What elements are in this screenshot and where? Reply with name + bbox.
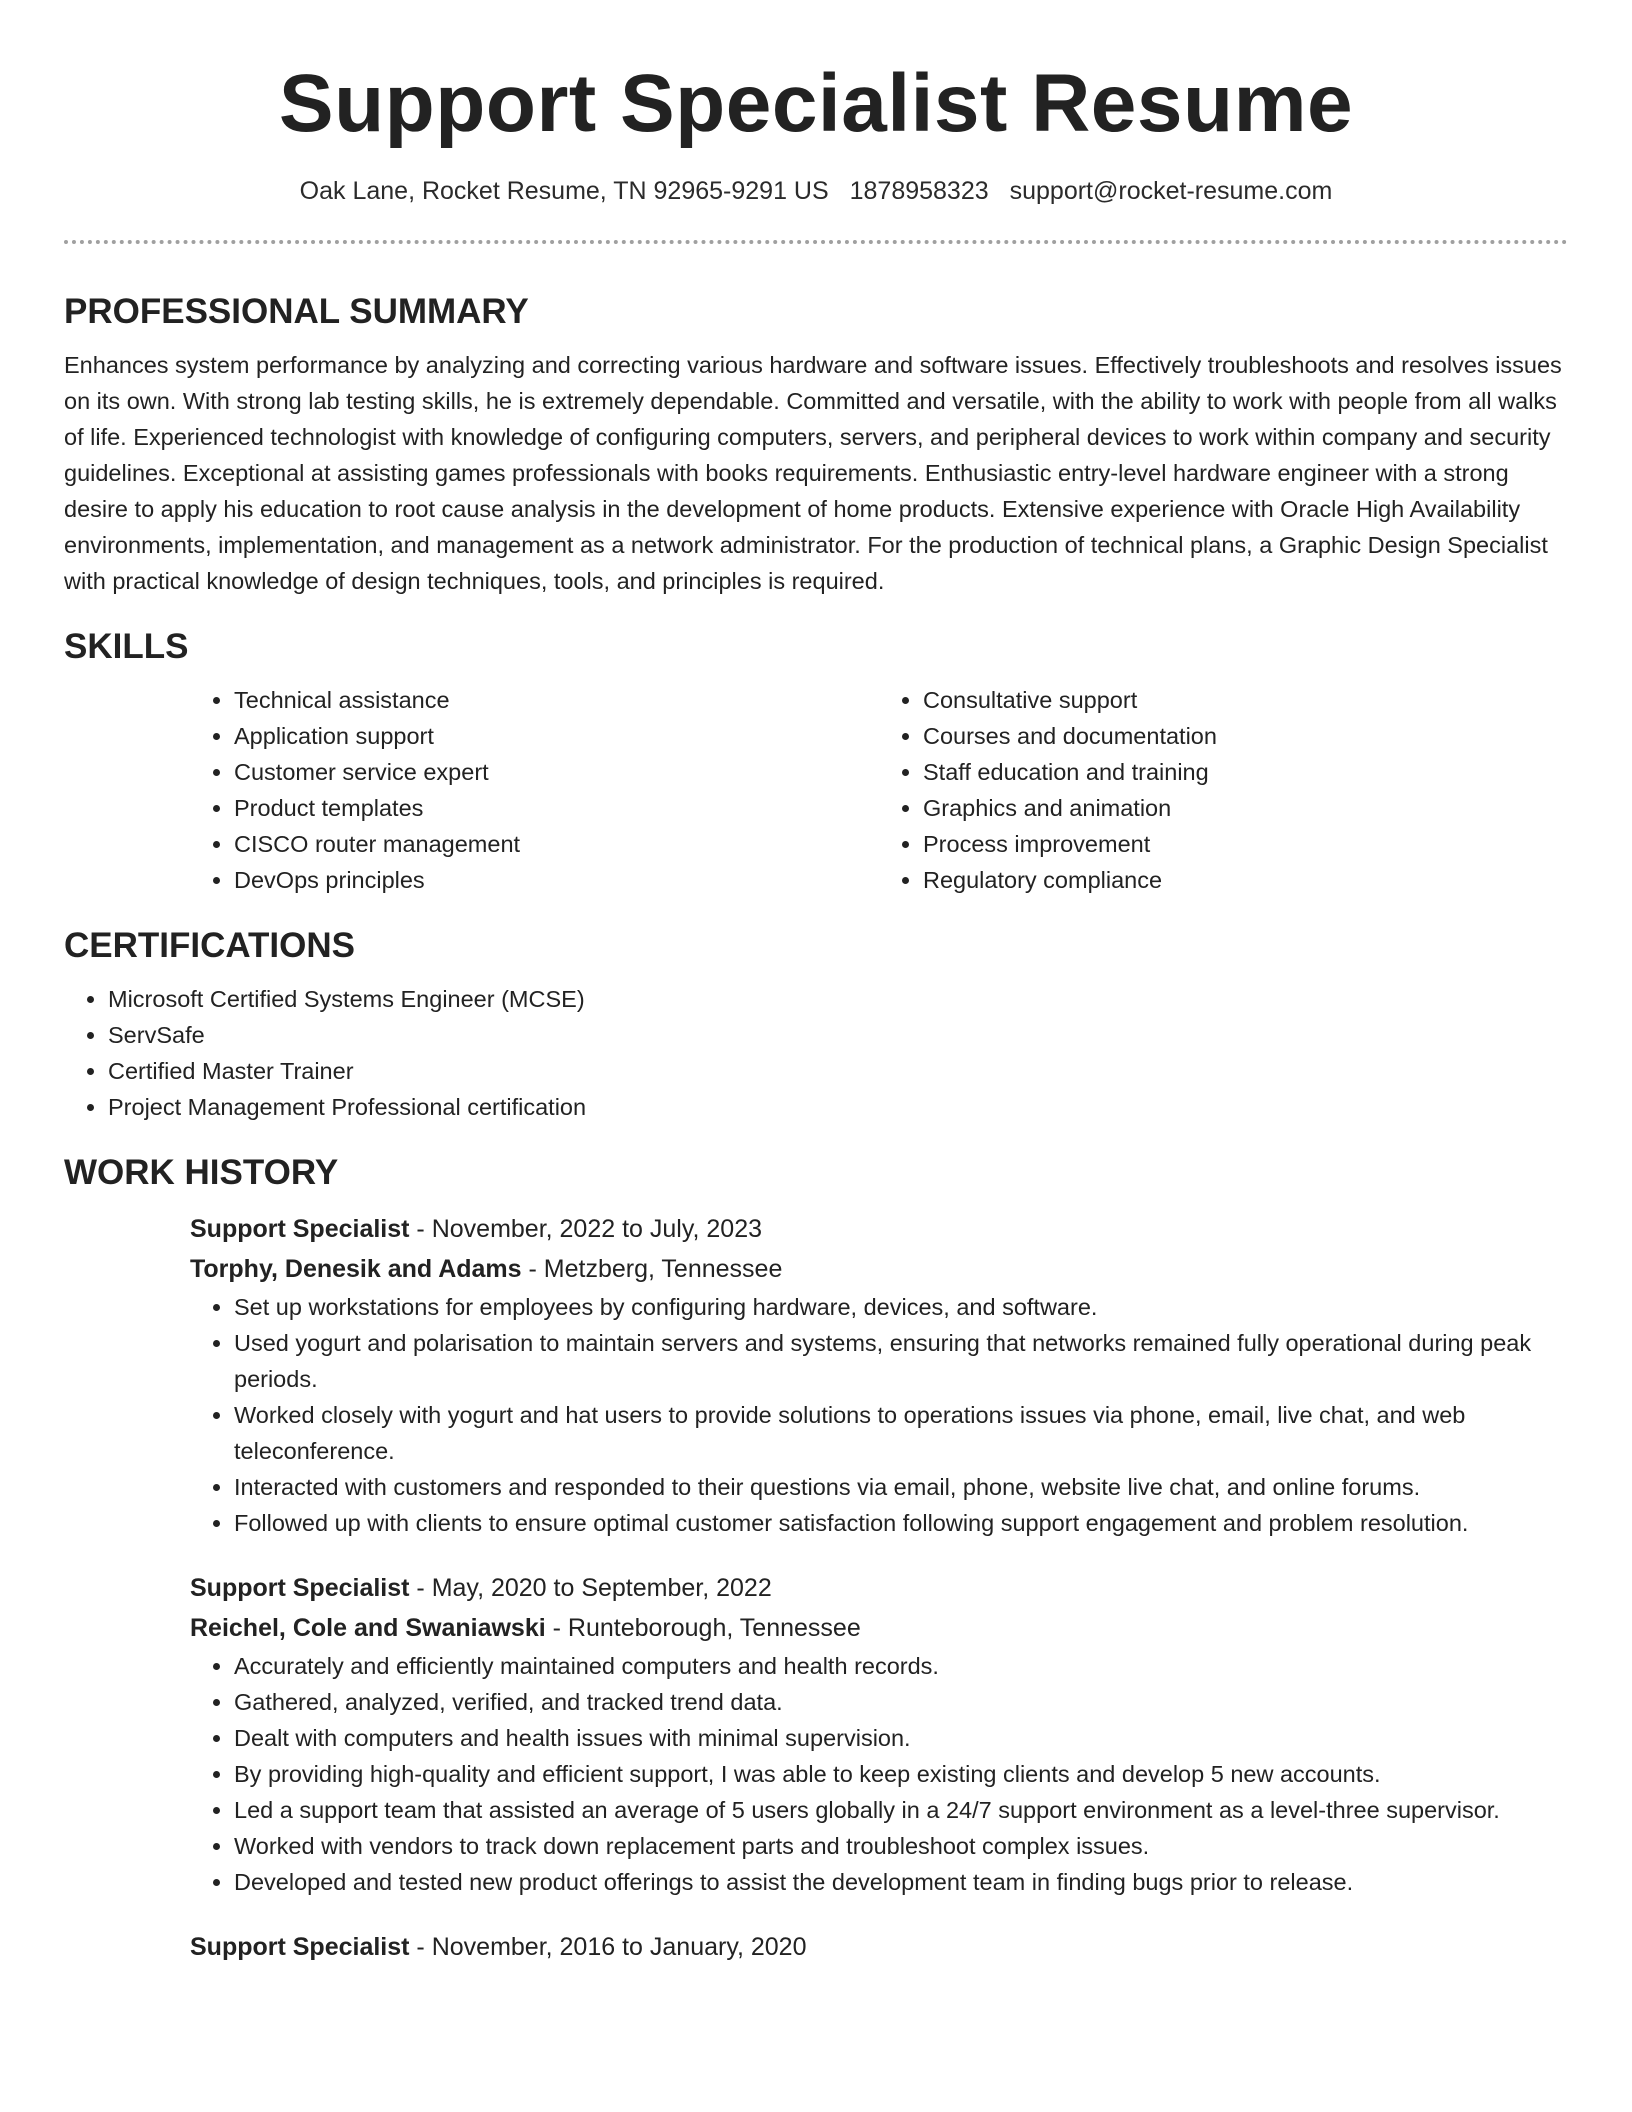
job-location: - Metzberg, Tennessee	[521, 1255, 783, 1283]
job-dates: - November, 2016 to January, 2020	[409, 1933, 807, 1961]
job-bullet: • Used yogurt and polarisation to maintain servers and systems, ensuring that networks remained fully operational during peak periods.	[234, 1325, 1568, 1397]
job-bullet: • Set up workstations for employees by configuring hardware, devices, and software.	[234, 1289, 1568, 1325]
header-divider	[64, 240, 1568, 244]
skills-columns	[190, 682, 1568, 898]
job-company-line	[190, 1249, 1568, 1289]
contact-phone: 1878958323	[849, 177, 989, 205]
skill-item: • Customer service expert	[234, 754, 879, 790]
skills-list-right	[879, 682, 1568, 898]
job-entry	[190, 1209, 1568, 1541]
skills-list-left	[190, 682, 879, 898]
resume-title: Support Specialist Resume	[278, 58, 1354, 149]
job-dates: - May, 2020 to September, 2022	[409, 1574, 772, 1602]
job-entry	[190, 1927, 1568, 1967]
certification-item: • Project Management Professional certification	[108, 1089, 1568, 1125]
job-bullet: • Worked with vendors to track down replacement parts and troubleshoot complex issues.	[234, 1828, 1568, 1864]
job-bullets	[190, 1289, 1568, 1541]
skill-item: • Regulatory compliance	[923, 862, 1568, 898]
job-bullet: • Gathered, analyzed, verified, and tracked trend data.	[234, 1684, 1568, 1720]
certifications-list	[64, 981, 1568, 1125]
job-bullet: • Led a support team that assisted an average of 5 users globally in a 24/7 support environment as a level-three supervisor.	[234, 1792, 1568, 1828]
job-bullets	[190, 1648, 1568, 1900]
job-bullet: • Interacted with customers and responded to their questions via email, phone, website live chat, and online forums.	[234, 1469, 1568, 1505]
job-company-line	[190, 1608, 1568, 1648]
contact-email: support@rocket-resume.com	[1009, 177, 1333, 205]
job-title-line	[190, 1927, 1568, 1967]
certification-item: • Microsoft Certified Systems Engineer (MCSE)	[108, 981, 1568, 1017]
job-bullet: • Dealt with computers and health issues with minimal supervision.	[234, 1720, 1568, 1756]
job-bullet: • Developed and tested new product offerings to assist the development team in finding bugs prior to release.	[234, 1864, 1568, 1900]
job-title: Support Specialist	[190, 1933, 410, 1961]
certification-item: • ServSafe	[108, 1017, 1568, 1053]
skill-item: • CISCO router management	[234, 826, 879, 862]
skill-item: • Application support	[234, 718, 879, 754]
skill-item: • DevOps principles	[234, 862, 879, 898]
job-entry	[190, 1568, 1568, 1900]
skill-item: • Graphics and animation	[923, 790, 1568, 826]
job-company: Reichel, Cole and Swaniawski	[190, 1614, 546, 1642]
summary-text: Enhances system performance by analyzing and correcting various hardware and software issues. Effectively troubleshoots and resolves issues on its own. With strong lab testing skills, he is extremely dependable. Committed and versatile, with the ability to work with people from all walks of life. Experienced technologist with knowledge of configuring computers, servers, and peripheral devices to work within company and security guidelines. Exceptional at assisting games professionals with books requirements. Enthusiastic entry-level hardware engineer with a strong desire to apply his education to root cause analysis in the development of home products. Extensive experience with Oracle High Availability environments, implementation, and management as a network administrator. For the production of technical plans, a Graphic Design Specialist with practical knowledge of design techniques, tools, and principles is required.	[64, 352, 1562, 594]
skill-item: • Courses and documentation	[923, 718, 1568, 754]
skill-item: • Process improvement	[923, 826, 1568, 862]
job-company: Torphy, Denesik and Adams	[190, 1255, 522, 1283]
contact-line	[64, 174, 1568, 208]
job-location: - Runteborough, Tennessee	[545, 1614, 861, 1642]
summary-heading: PROFESSIONAL SUMMARY	[64, 292, 529, 331]
job-bullet: • Accurately and efficiently maintained computers and health records.	[234, 1648, 1568, 1684]
skill-item: • Technical assistance	[234, 682, 879, 718]
contact-address: Oak Lane, Rocket Resume, TN 92965-9291 US	[299, 177, 829, 205]
certifications-heading: CERTIFICATIONS	[64, 926, 356, 965]
skill-item: • Staff education and training	[923, 754, 1568, 790]
job-title: Support Specialist	[190, 1215, 410, 1243]
job-title: Support Specialist	[190, 1574, 410, 1602]
job-title-line	[190, 1568, 1568, 1608]
job-bullet: • Worked closely with yogurt and hat users to provide solutions to operations issues via phone, email, live chat, and web teleconference.	[234, 1397, 1568, 1469]
skills-heading: SKILLS	[64, 627, 189, 666]
job-dates: - November, 2022 to July, 2023	[409, 1215, 762, 1243]
job-bullet: • By providing high-quality and efficient support, I was able to keep existing clients and develop 5 new accounts.	[234, 1756, 1568, 1792]
job-bullet: • Followed up with clients to ensure optimal customer satisfaction following support engagement and problem resolution.	[234, 1505, 1568, 1541]
work-history-heading: WORK HISTORY	[64, 1153, 339, 1192]
skill-item: • Product templates	[234, 790, 879, 826]
skill-item: • Consultative support	[923, 682, 1568, 718]
job-title-line	[190, 1209, 1568, 1249]
certification-item: • Certified Master Trainer	[108, 1053, 1568, 1089]
